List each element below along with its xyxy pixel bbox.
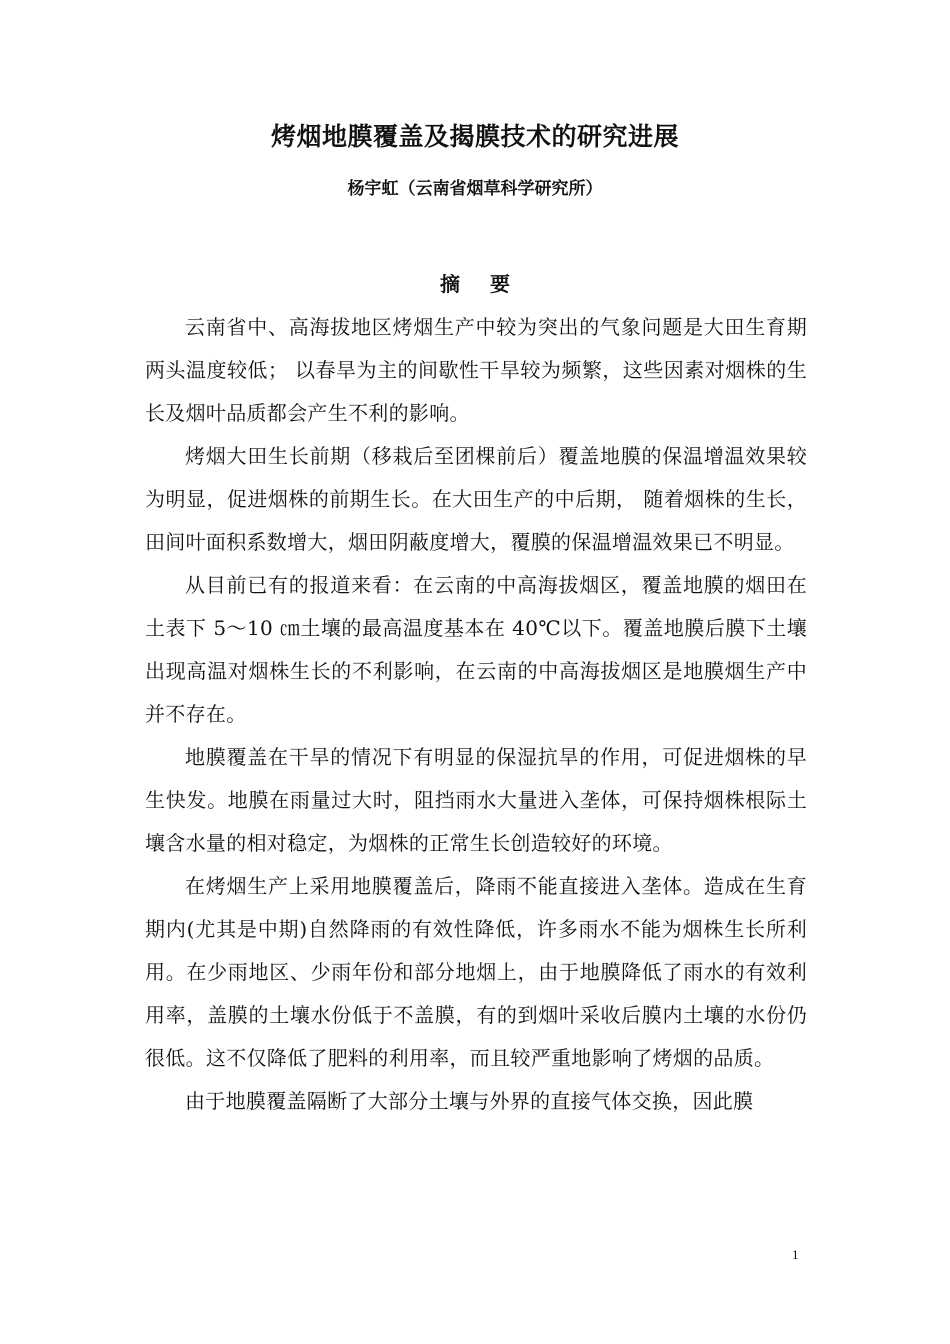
paragraph: 云南省中、高海拔地区烤烟生产中较为突出的气象问题是大田生育期两头温度较低； 以春旱为主的间歇性干旱较为频繁，这些因素对烟株的生长及烟叶品质都会产生不利的影响。	[145, 315, 807, 425]
paper-title: 烤烟地膜覆盖及揭膜技术的研究进展	[270, 122, 679, 151]
paragraph: 由于地膜覆盖隔断了大部分土壤与外界的直接气体交换，因此膜	[185, 1089, 754, 1113]
paragraph: 在烤烟生产上采用地膜覆盖后，降雨不能直接进入垄体。造成在生育期内(尤其是中期)自然降雨的有效性降低，许多雨水不能为烟株生长所利用。在少雨地区、少雨年份和部分地烟上，由于地膜降低了雨水的有效利用率，盖膜的土壤水份低于不盖膜，有的到烟叶采收后膜内土壤的水份仍很低。这不仅降低了肥料的利用率，而且较严重地影响了烤烟的品质。	[145, 874, 807, 1070]
abstract-body	[145, 306, 807, 1123]
author-affiliation: 杨宇虹（云南省烟草科学研究所）	[347, 179, 603, 199]
paragraph: 烤烟大田生长前期（移栽后至团棵前后）覆盖地膜的保温增温效果较为明显，促进烟株的前期生长。在大田生产的中后期， 随着烟株的生长，田间叶面积系数增大，烟田阴蔽度增大，覆膜的保温增温效果已不明显。	[145, 444, 807, 554]
paragraph: 地膜覆盖在干旱的情况下有明显的保湿抗旱的作用，可促进烟株的早生快发。地膜在雨量过大时，阻挡雨水大量进入垄体，可保持烟株根际土壤含水量的相对稳定，为烟株的正常生长创造较好的环境。	[145, 745, 807, 855]
paragraph: 从目前已有的报道来看：在云南的中高海拔烟区，覆盖地膜的烟田在土表下 5～10 ㎝土壤的最高温度基本在 40℃以下。覆盖地膜后膜下土壤出现高温对烟株生长的不利影响，在云南的中高海拔烟区是地膜烟生产中并不存在。	[145, 573, 807, 726]
page-number: 1	[792, 1247, 799, 1262]
abstract-heading: 摘要	[440, 272, 540, 296]
